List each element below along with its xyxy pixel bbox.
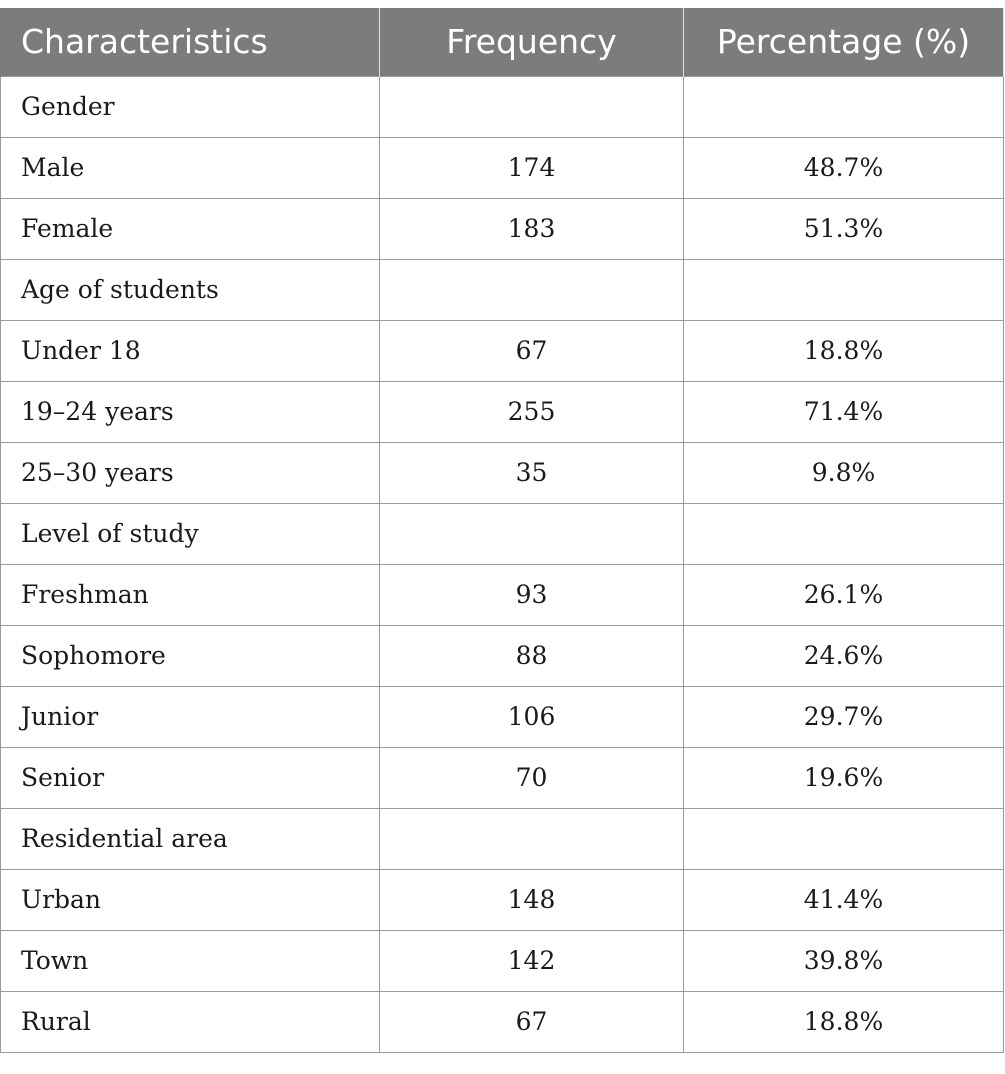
row-percentage: 71.4% [684, 381, 1004, 442]
row-frequency: 93 [380, 564, 684, 625]
row-percentage: 48.7% [684, 137, 1004, 198]
row-label: Under 18 [1, 320, 380, 381]
table-row [1, 320, 1004, 381]
table-row [1, 625, 1004, 686]
row-frequency: 142 [380, 930, 684, 991]
row-percentage: 29.7% [684, 686, 1004, 747]
row-frequency [380, 76, 684, 137]
row-percentage: 9.8% [684, 442, 1004, 503]
header-percentage: Percentage (%) [684, 8, 1004, 76]
row-label: Freshman [1, 564, 380, 625]
row-label: Level of study [1, 503, 380, 564]
table-row [1, 808, 1004, 869]
table-row [1, 686, 1004, 747]
table-body [1, 76, 1004, 1052]
row-label: Residential area [1, 808, 380, 869]
row-percentage: 24.6% [684, 625, 1004, 686]
row-frequency: 88 [380, 625, 684, 686]
row-percentage: 18.8% [684, 320, 1004, 381]
row-label: Senior [1, 747, 380, 808]
table-row [1, 869, 1004, 930]
table-row [1, 259, 1004, 320]
row-frequency: 148 [380, 869, 684, 930]
table-row [1, 930, 1004, 991]
row-frequency: 255 [380, 381, 684, 442]
row-label: 19–24 years [1, 381, 380, 442]
table-row [1, 991, 1004, 1052]
row-percentage: 51.3% [684, 198, 1004, 259]
row-frequency: 70 [380, 747, 684, 808]
row-frequency: 67 [380, 991, 684, 1052]
row-label: Gender [1, 76, 380, 137]
row-percentage: 39.8% [684, 930, 1004, 991]
table-row [1, 198, 1004, 259]
row-label: Male [1, 137, 380, 198]
row-label: Female [1, 198, 380, 259]
row-frequency [380, 259, 684, 320]
row-frequency: 35 [380, 442, 684, 503]
row-percentage: 41.4% [684, 869, 1004, 930]
row-label: Junior [1, 686, 380, 747]
table-row [1, 381, 1004, 442]
row-frequency: 183 [380, 198, 684, 259]
characteristics-table [0, 8, 1004, 1053]
row-percentage [684, 259, 1004, 320]
row-label: Urban [1, 869, 380, 930]
row-frequency: 174 [380, 137, 684, 198]
row-label: Rural [1, 991, 380, 1052]
row-label: 25–30 years [1, 442, 380, 503]
characteristics-table-container [0, 8, 1003, 1053]
row-percentage: 18.8% [684, 991, 1004, 1052]
row-label: Town [1, 930, 380, 991]
table-row [1, 442, 1004, 503]
table-row [1, 747, 1004, 808]
table-row [1, 76, 1004, 137]
row-frequency: 106 [380, 686, 684, 747]
row-percentage [684, 76, 1004, 137]
row-frequency: 67 [380, 320, 684, 381]
table-row [1, 137, 1004, 198]
row-percentage [684, 503, 1004, 564]
table-row [1, 503, 1004, 564]
header-row [1, 8, 1004, 76]
header-characteristics: Characteristics [1, 8, 380, 76]
row-percentage [684, 808, 1004, 869]
row-percentage: 26.1% [684, 564, 1004, 625]
row-frequency [380, 503, 684, 564]
table-header [1, 8, 1004, 76]
header-frequency: Frequency [380, 8, 684, 76]
row-percentage: 19.6% [684, 747, 1004, 808]
row-label: Age of students [1, 259, 380, 320]
row-frequency [380, 808, 684, 869]
table-row [1, 564, 1004, 625]
row-label: Sophomore [1, 625, 380, 686]
